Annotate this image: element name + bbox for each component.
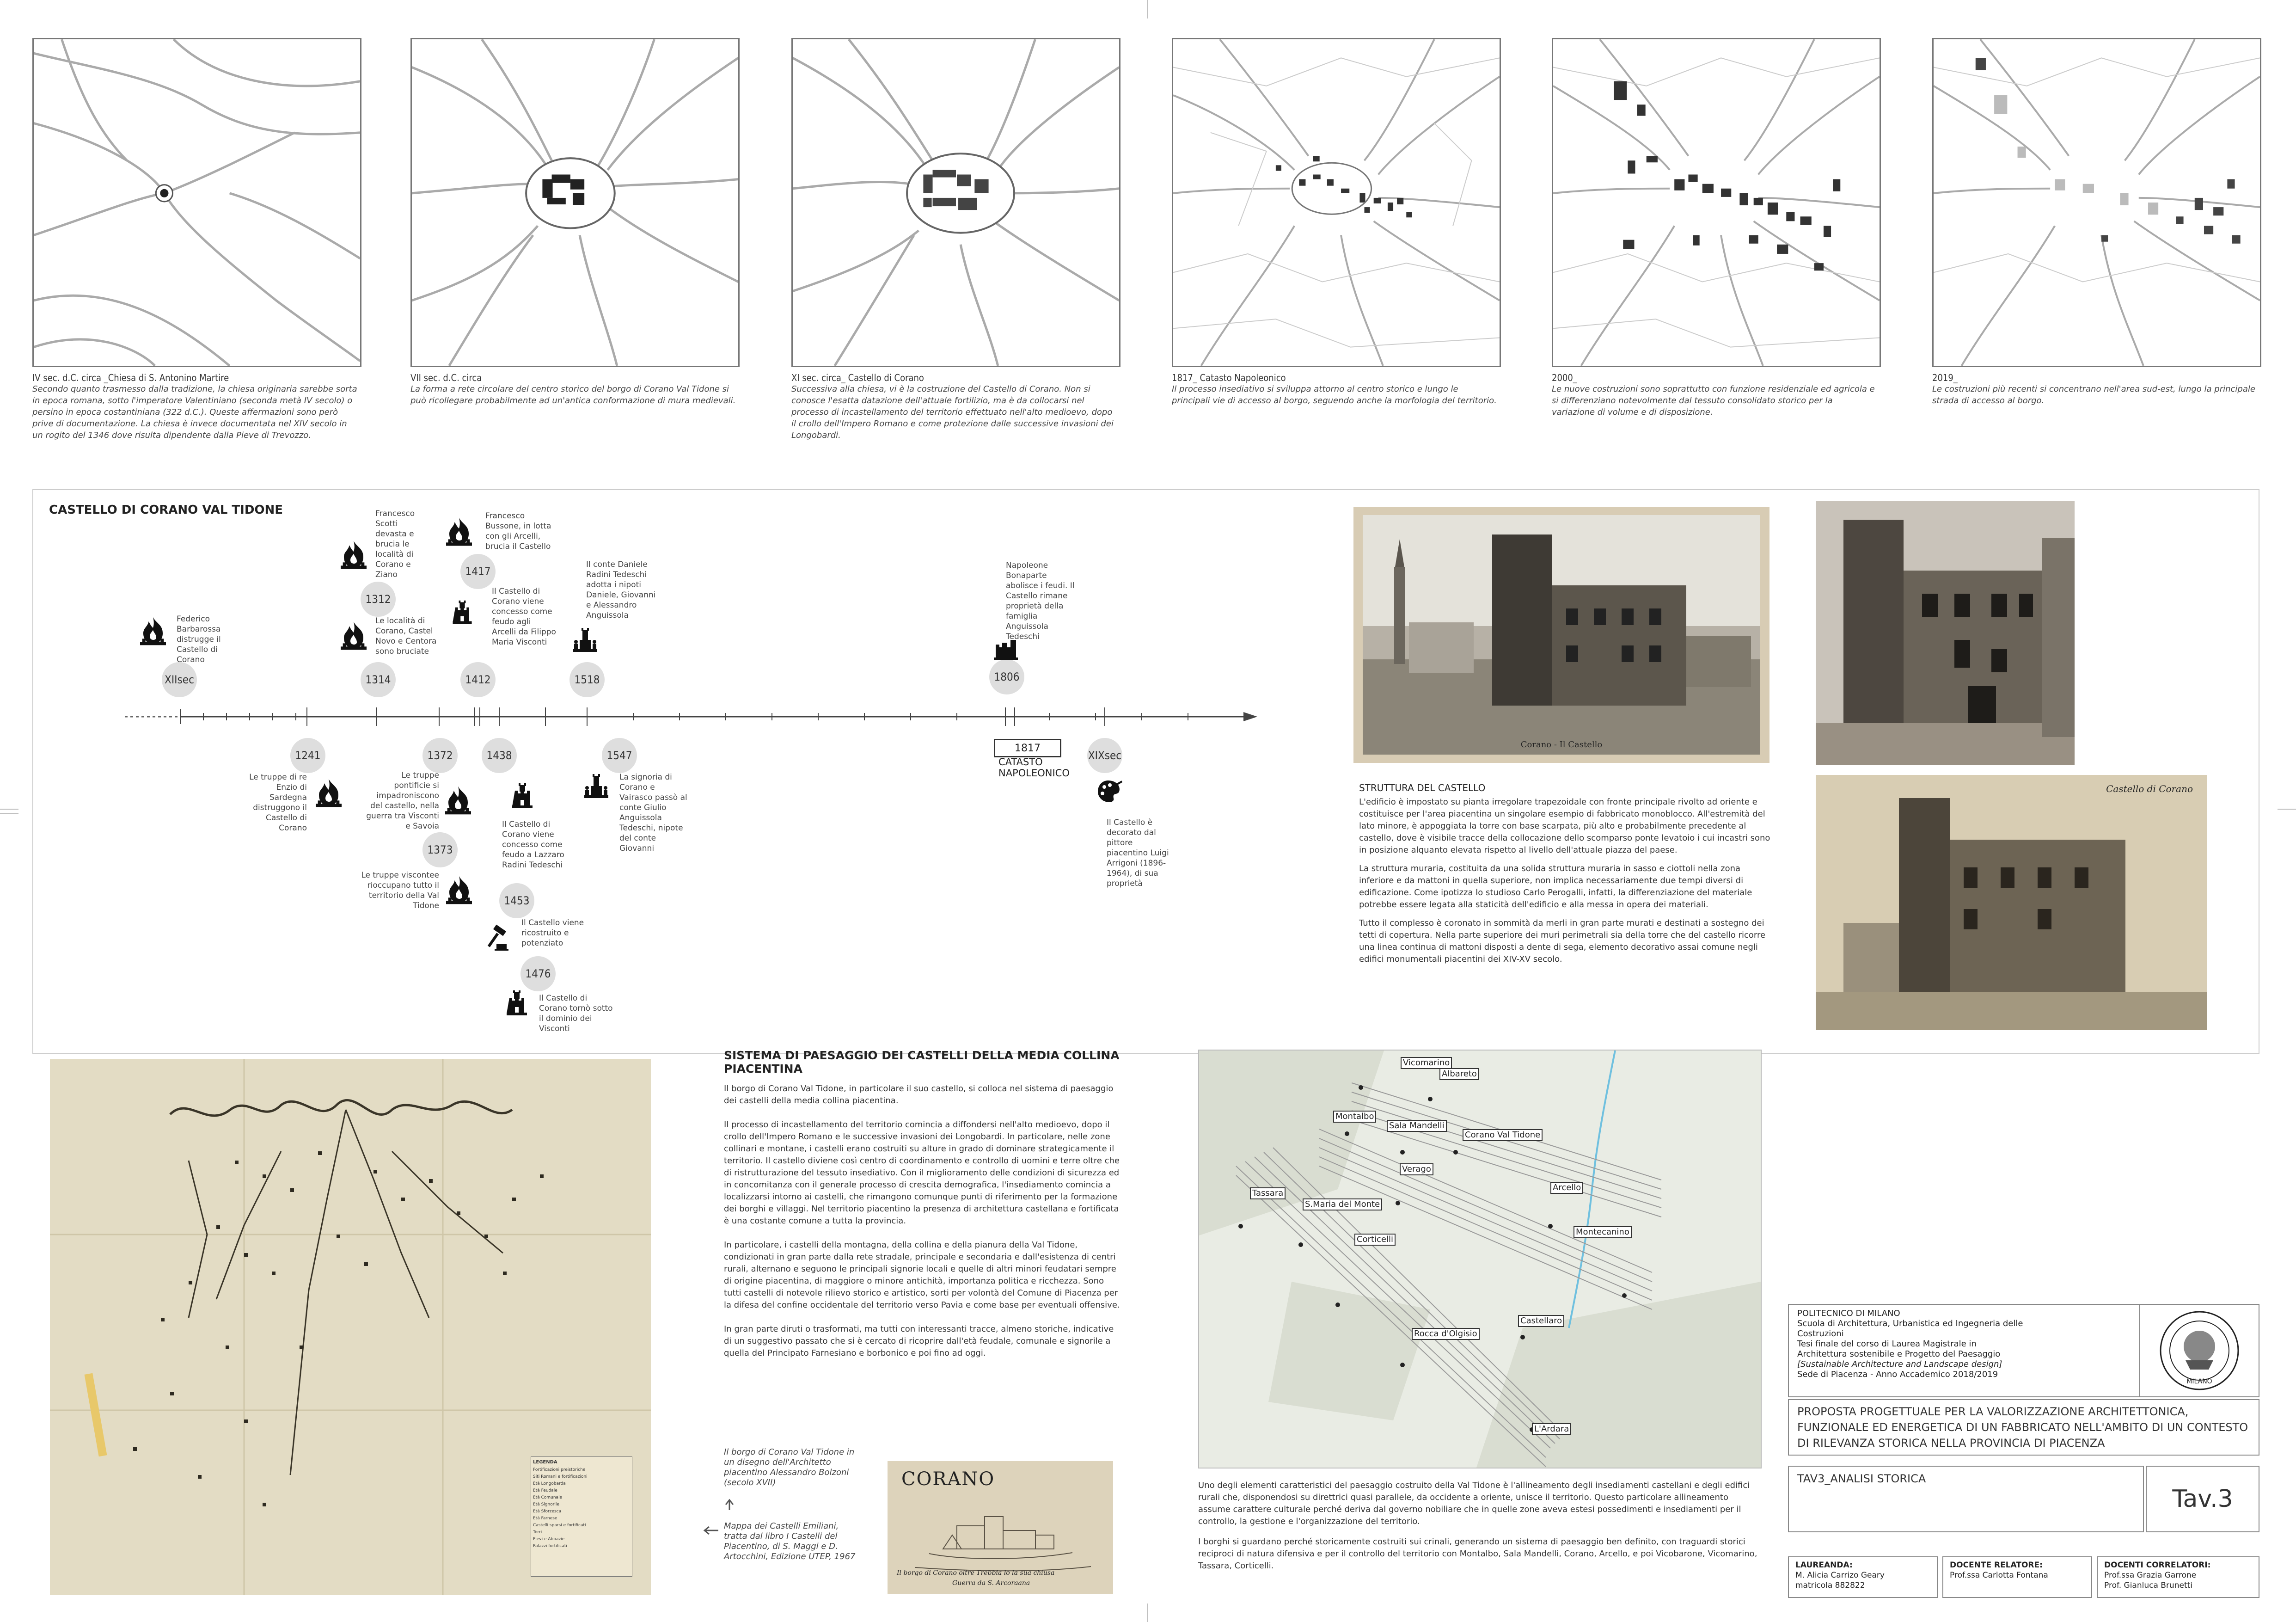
evolution-caption-3 <box>791 372 1118 441</box>
event-text: Napoleone Bonaparte abolisce i feudi. Il Castello rimane proprietà della famiglia Anguissola Tedeschi <box>1006 561 1075 641</box>
timeline-title: CASTELLO DI CORANO VAL TIDONE <box>49 503 283 517</box>
seal-text: MILANO <box>2186 1378 2212 1385</box>
coadvisor-name: Prof. Gianluca Brunetti <box>2104 1581 2192 1590</box>
sistema-section <box>724 1049 1121 1359</box>
place-label: Sala Mandelli <box>1387 1120 1447 1132</box>
place-label: Arcello <box>1550 1182 1583 1194</box>
place-label: Montecanino <box>1574 1226 1632 1238</box>
year-badge: 1412 <box>460 662 496 697</box>
year-badge: 1372 <box>422 738 458 773</box>
evolution-map-5 <box>1552 38 1881 367</box>
evolution-caption-6 <box>1932 372 2259 406</box>
evolution-title: IV sec. d.C. circa _Chiesa di S. Antonino Martire <box>32 372 229 383</box>
event-text: Le truppe di re Enzio di Sardegna distruggono il Castello di Corano <box>249 773 307 833</box>
year-badge: XIIsec <box>162 662 197 697</box>
legend-row: Età Longobarda <box>533 1481 566 1486</box>
old-castles-map <box>50 1059 651 1595</box>
drawing-inscription: Guerra da S. Arcoraana <box>952 1579 1030 1587</box>
fire-icon <box>443 874 475 906</box>
year-badge: 1314 <box>361 662 396 697</box>
year-badge: 1241 <box>290 738 325 773</box>
student-label: LAUREANDA: <box>1795 1561 1853 1570</box>
hammer-icon <box>484 924 512 952</box>
evolution-map-2 <box>410 38 740 367</box>
evolution-text: La forma a rete circolare del centro storico del borgo di Corano Val Tidone si può ricollegare probabilmente ad un'antica conformazione di mura medievali. <box>410 384 736 406</box>
palette-icon <box>1092 778 1126 805</box>
year-badge: 1476 <box>520 956 556 991</box>
year-badge: 1373 <box>422 832 458 867</box>
event-text: Il Castello di Corano viene concesso come feudo agli Arcelli da Filippo Maria Visconti <box>492 587 556 647</box>
legend-row: Palazzi fortificati <box>533 1544 567 1548</box>
drawing-caption: Il borgo di Corano Val Tidone in un disegno dell'Architetto piacentino Alessandro Bolzoni (secolo XVII) <box>724 1447 855 1487</box>
place-label: Verago <box>1400 1163 1433 1175</box>
seal-box <box>2139 1304 2259 1397</box>
catasto-year-box: 1817 <box>994 739 1061 757</box>
student-text <box>1795 1560 1885 1591</box>
structure-paragraph: La struttura muraria, costituita da una solida struttura muraria in sasso e ciottoli nella zona inferiore e da mattoni in quella superiore, non implica necessariamente due tempi diversi di edificazione. Come ipotizza lo studioso Carlo Perogalli, infatti, la differenziazione del materiale potrebbe essere legata alla staticità dell'edificio e alla messa in opera dei materiali. <box>1359 864 1752 909</box>
event-text: Francesco Scotti devasta e brucia le località di Corano e Ziano <box>375 509 415 579</box>
evolution-text: Le costruzioni più recenti si concentrano nell'area sud-est, lungo la principale strada di accesso al borgo. <box>1932 384 2255 406</box>
castle-icon <box>503 989 531 1016</box>
fire-icon <box>443 516 475 548</box>
alignment-paragraph: I borghi si guardano perché storicamente costruiti sui crinali, generando un sistema di paesaggio ben definito, con traguardi storici reciproci di natura difensiva e per il controllo del territorio con Montalbo, Sala Mandelli, Corano, Arcello, e poi Vicobarone, Vicomarino, Tassara, Corticelli. <box>1198 1537 1757 1571</box>
place-label: S.Maria del Monte <box>1303 1198 1382 1210</box>
thesis-line: Tesi finale del corso di Laurea Magistrale in <box>1797 1339 1977 1349</box>
map-legend <box>531 1456 632 1577</box>
structure-paragraph: L'edificio è impostato su pianta irregolare trapezoidale con fronte principale rivolto ad oriente e costituisce per l'area piacentina un singolare esempio di fabbricato monoblocco. All'estremità del lato minore, è appoggiata la torre con base scarpata, più alto e probabilmente precedente al castello, dove è visibile tracce della collocazione dello scomparso ponte levatoio i cui incastri sono in posizione alquanto elevata rispetto al livello dell'attuale piazza del paese. <box>1359 797 1770 855</box>
event-text: Federico Barbarossa distrugge il Castello di Corano <box>177 614 221 664</box>
catasto-label-line: CATASTO <box>998 756 1043 768</box>
arrow-left-icon <box>703 1524 721 1538</box>
photo-caption: Corano - Il Castello <box>1520 740 1603 750</box>
evolution-title: XI sec. circa_ Castello di Corano <box>791 372 924 383</box>
event-text: La signoria di Corano e Vairasco passò al conte Giulio Anguissola Tedeschi, nipote del conte Giovanni <box>619 773 687 853</box>
board-title: TAV3_ANALISI STORICA <box>1797 1472 1926 1485</box>
family-castle-icon <box>582 771 610 799</box>
legend-row: Siti Romani e fortificazioni <box>533 1475 588 1479</box>
catasto-label <box>998 756 1070 779</box>
fire-icon <box>337 620 370 652</box>
student-name: M. Alicia Carrizo Geary <box>1795 1571 1885 1580</box>
evolution-text: Il processo insediativo si sviluppa attorno al centro storico e lungo le principali vie di accesso al borgo, seguendo anche la morfologia del territorio. <box>1172 384 1497 406</box>
place-label: L'Ardara <box>1532 1423 1571 1435</box>
evolution-title: VII sec. d.C. circa <box>410 372 482 383</box>
photo-caption: Castello di Corano <box>2106 783 2193 794</box>
place-label: Corano Val Tidone <box>1463 1129 1543 1141</box>
sistema-paragraph: In particolare, i castelli della montagna, della collina e della pianura della Val Tidone, condizionati in gran parte dalla rete stradale, principale e secondaria e dall'esistenza di centri rurali, alternano e seguono le principali signorie locali e quelle di altri minori feudatari sempre di origine piacentina, di maggiore o minore antichità, importanza politica e ricchezza. Sono tutti castelli di notevole rilievo storico e artistico, sorti per volontà del Comune di Piacenza per la difesa del confine occidentale del territorio verso Pavia e come base per eventuali offensive. <box>724 1240 1120 1310</box>
coadvisor-name: Prof.ssa Grazia Garrone <box>2104 1571 2197 1580</box>
fire-icon <box>312 777 345 809</box>
coadvisor-box <box>2097 1556 2259 1598</box>
fire-icon <box>442 784 474 817</box>
student-id: matricola 882822 <box>1795 1581 1865 1590</box>
year-badge: XIXsec <box>1087 738 1122 773</box>
evolution-caption-1 <box>32 372 359 441</box>
legend-row: Pievi e Abbazie <box>533 1537 565 1542</box>
alignment-paragraph: Uno degli elementi caratteristici del paesaggio costruito della Val Tidone è l'allineamento degli insediamenti castellani e degli edifici rurali che, disponendosi su direttrici quasi parallele, da occidente a oriente, unisce il territorio. Questo particolare allineamento assume carattere culturale perché deriva dal governo nobiliare che in quelle zone aveva estesi possedimenti e insediamenti per il controllo, la gestione e l'organizzazione del territorio. <box>1198 1481 1750 1526</box>
course-en-line: [Sustainable Architecture and Landscape design] <box>1797 1359 2002 1369</box>
timeline-axis <box>125 703 1262 731</box>
institution-text <box>1797 1309 2056 1380</box>
place-label: Corticelli <box>1354 1234 1396 1246</box>
structure-title: STRUTTURA DEL CASTELLO <box>1359 782 1486 793</box>
event-text: Il Castello di Corano viene concesso come feudo a Lazzaro Radini Tedeschi <box>502 820 564 870</box>
evolution-title: 2000_ <box>1552 372 1577 383</box>
castle-icon <box>449 599 475 625</box>
year-badge: 1417 <box>460 554 496 589</box>
event-text: Il Castello viene ricostruito e potenziato <box>521 918 584 948</box>
legend-row: Età Farnese <box>533 1516 557 1521</box>
old-map-caption: Mappa dei Castelli Emiliani, tratta dal libro I Castelli del Piacentino, di S. Maggi e D. Artocchini, Edizione UTEP, 1967 <box>724 1521 856 1561</box>
place-label: Tassara <box>1250 1187 1286 1199</box>
institution-box <box>1788 1304 2141 1397</box>
drawing-title: CORANO <box>901 1468 995 1490</box>
fire-icon <box>137 615 169 647</box>
structure-paragraph: Tutto il complesso è coronato in sommità da merli in gran parte murati e destinati a sostegno dei tetti di copertura. Nella parte superiore dei muri perimetrali sia della torre che del castello ricorre una linea continua di mattoni disposti a dente di sega, elemento decorativo assai comune negli edifici monumentali piacentini dei XIV-XV secolo. <box>1359 918 1766 964</box>
legend-row: Età Sforzesca <box>533 1509 562 1514</box>
event-text: Il conte Daniele Radini Tedeschi adotta i nipoti Daniele, Giovanni e Alessandro Anguissola <box>586 560 656 620</box>
place-label: Vicomarino <box>1401 1057 1452 1069</box>
evolution-caption-2 <box>410 372 737 406</box>
evolution-map-3 <box>791 38 1120 367</box>
year-badge: 1806 <box>989 659 1024 694</box>
project-title: PROPOSTA PROGETTUALE PER LA VALORIZZAZIONE ARCHITETTONICA, FUNZIONALE ED ENERGETICA DI UN FABBRICATO NELL'AMBITO DI UN CONTESTO DI RILEVANZA STORICA NELLA PROVINCIA DI PIACENZA <box>1797 1405 2248 1450</box>
sistema-paragraph: In gran parte diruti o trasformati, ma tutti con interessanti tracce, almeno storiche, indicative di un suggestivo passato che si è cercato di ricoprire dall'età feudale, comunale e signorile a quella del Principato Farnesiano e borbonico e poi fino ad oggi. <box>724 1324 1114 1358</box>
year-badge: 1453 <box>499 883 534 918</box>
family-castle-icon <box>571 625 599 653</box>
legend-row: Fortificazioni preistoriche <box>533 1468 586 1472</box>
board-box <box>1788 1466 2144 1532</box>
structure-section <box>1359 782 1775 965</box>
catasto-label-line: NAPOLEONICO <box>998 768 1070 779</box>
castle-photo-2 <box>1816 501 2075 765</box>
sistema-paragraph: Il borgo di Corano Val Tidone, in particolare il suo castello, si colloca nel sistema di paesaggio dei castelli della media collina piacentina. <box>724 1084 1114 1106</box>
evolution-map-6 <box>1932 38 2261 367</box>
evolution-caption-5 <box>1552 372 1878 418</box>
corano-drawing <box>888 1461 1113 1594</box>
course-line: Architettura sostenibile e Progetto del Paesaggio <box>1797 1349 2001 1359</box>
legend-row: Età Comunale <box>533 1495 563 1500</box>
event-text: Francesco Bussone, in lotta con gli Arcelli, brucia il Castello <box>485 511 551 551</box>
event-text: Il Castello di Corano tornò sotto il dominio dei Visconti <box>539 994 613 1033</box>
year-badge: 1312 <box>361 582 396 617</box>
evolution-caption-4 <box>1172 372 1498 406</box>
legend-row: Castelli sparsi e fortificati <box>533 1523 586 1528</box>
advisor-label: DOCENTE RELATORE: <box>1950 1561 2043 1570</box>
fire-icon <box>337 539 370 571</box>
evolution-map-1 <box>32 38 361 367</box>
castle-photo-3 <box>1816 775 2207 1030</box>
castle-icon <box>508 781 536 809</box>
legend-row: Torri <box>533 1530 542 1535</box>
evolution-map-4 <box>1172 38 1501 367</box>
castle-postcard-photo <box>1353 507 1769 763</box>
event-text: Le località di Corano, Castel Novo e Centora sono bruciate <box>375 616 437 656</box>
legend-row: Età Signorile <box>533 1502 559 1507</box>
year-badge: 1518 <box>569 662 605 697</box>
evolution-title: 1817_ Catasto Napoleonico <box>1172 372 1286 383</box>
place-label: Castellaro <box>1518 1315 1564 1327</box>
evolution-title: 2019_ <box>1932 372 1958 383</box>
place-label: Montalbo <box>1333 1111 1376 1123</box>
year-line: Sede di Piacenza - Anno Accademico 2018/2019 <box>1797 1370 1998 1379</box>
event-text: Il Castello è decorato dal pittore piacentino Luigi Arrigoni (1896-1964), di sua proprietà <box>1107 818 1169 888</box>
event-text: Le truppe pontificie si impadroniscono del castello, nella guerra tra Visconti e Savoia <box>366 771 439 831</box>
institution-name: POLITECNICO DI MILANO <box>1797 1309 1900 1318</box>
evolution-text: Secondo quanto trasmesso dalla tradizione, la chiesa originaria sarebbe sorta in epoca romana, sotto l'imperatore Valentiniano (seconda metà IV secolo) o persino in epoca costantiniana (322 d.C.). Queste affermazioni sono però prive di documentazione. La chiesa è invece documentata nel XIV secolo in un rogito del 1346 dove risulta dipendente dalla Pieve di Trevozzo. <box>32 384 357 440</box>
alignment-text <box>1198 1480 1760 1572</box>
advisor-text <box>1950 1560 2048 1580</box>
legend-row: Età Feudale <box>533 1488 557 1493</box>
advisor-name: Prof.ssa Carlotta Fontana <box>1950 1571 2048 1580</box>
event-text: Le truppe viscontee rioccupano tutto il territorio della Val Tidone <box>361 871 439 910</box>
tav-number: Tav.3 <box>2172 1485 2233 1513</box>
student-box <box>1788 1556 1938 1598</box>
drawing-inscription: Il borgo di Corano oltre Trebbia lo la sua chiusa <box>897 1569 1055 1577</box>
year-badge: 1547 <box>602 738 637 773</box>
place-label: Albareto <box>1439 1068 1479 1080</box>
place-label: Rocca d'Olgisio <box>1412 1328 1480 1340</box>
coadvisor-label: DOCENTI CORRELATORI: <box>2104 1561 2211 1570</box>
alignment-map <box>1198 1050 1762 1468</box>
evolution-text: Le nuove costruzioni sono soprattutto con funzione residenziale ed agricola e si differenziano notevolmente dal tessuto consolidato storico per la variazione di volume e di disposizione. <box>1552 384 1875 417</box>
school-name: Scuola di Architettura, Urbanistica ed Ingegneria delle Costruzioni <box>1797 1319 2023 1339</box>
sistema-title: SISTEMA DI PAESAGGIO DEI CASTELLI DELLA MEDIA COLLINA PIACENTINA <box>724 1049 1120 1075</box>
legend-title: LEGENDA <box>533 1460 557 1465</box>
project-title-box <box>1788 1399 2259 1456</box>
year-badge: 1438 <box>482 738 517 773</box>
coadvisor-text <box>2104 1560 2210 1591</box>
advisor-box <box>1942 1556 2092 1598</box>
arrow-up-icon <box>725 1498 753 1512</box>
sistema-paragraph: Il processo di incastellamento del territorio comincia a diffondersi nell'alto medioevo, dopo il crollo dell'Impero Romano e le successive invasioni dei Longobardi. In particolare, nelle zone collinari e montane, i castelli erano costruiti su alture in grado di dominare strategicamente il territorio. Il castello diviene così centro di coordinamento e controllo di uomini e terre oltre che di ristrutturazione del tessuto insediativo. Con il miglioramento delle condizioni di sicurezza ed in concomitanza con il generale processo di crescita demografica, l'insediamento comincia a localizzarsi intorno ai castelli, che rimangono comunque punti di riferimento per la formazione dei borghi e villaggi. Nel territorio piacentino la presenza di architettura castellana e fortificata è una costante comune a tutta la provincia. <box>724 1120 1120 1226</box>
tav-box <box>2146 1466 2259 1532</box>
evolution-text: Successiva alla chiesa, vi è la costruzione del Castello di Corano. Non si conosce l'esatta datazione dell'attuale fortilizio, ma è da collocarsi nel processo di incastellamento del territorio effettuato nell'alto medioevo, dopo il crollo dell'Impero Romano e come protezione dalle successive invasioni dei Longobardi. <box>791 384 1114 440</box>
